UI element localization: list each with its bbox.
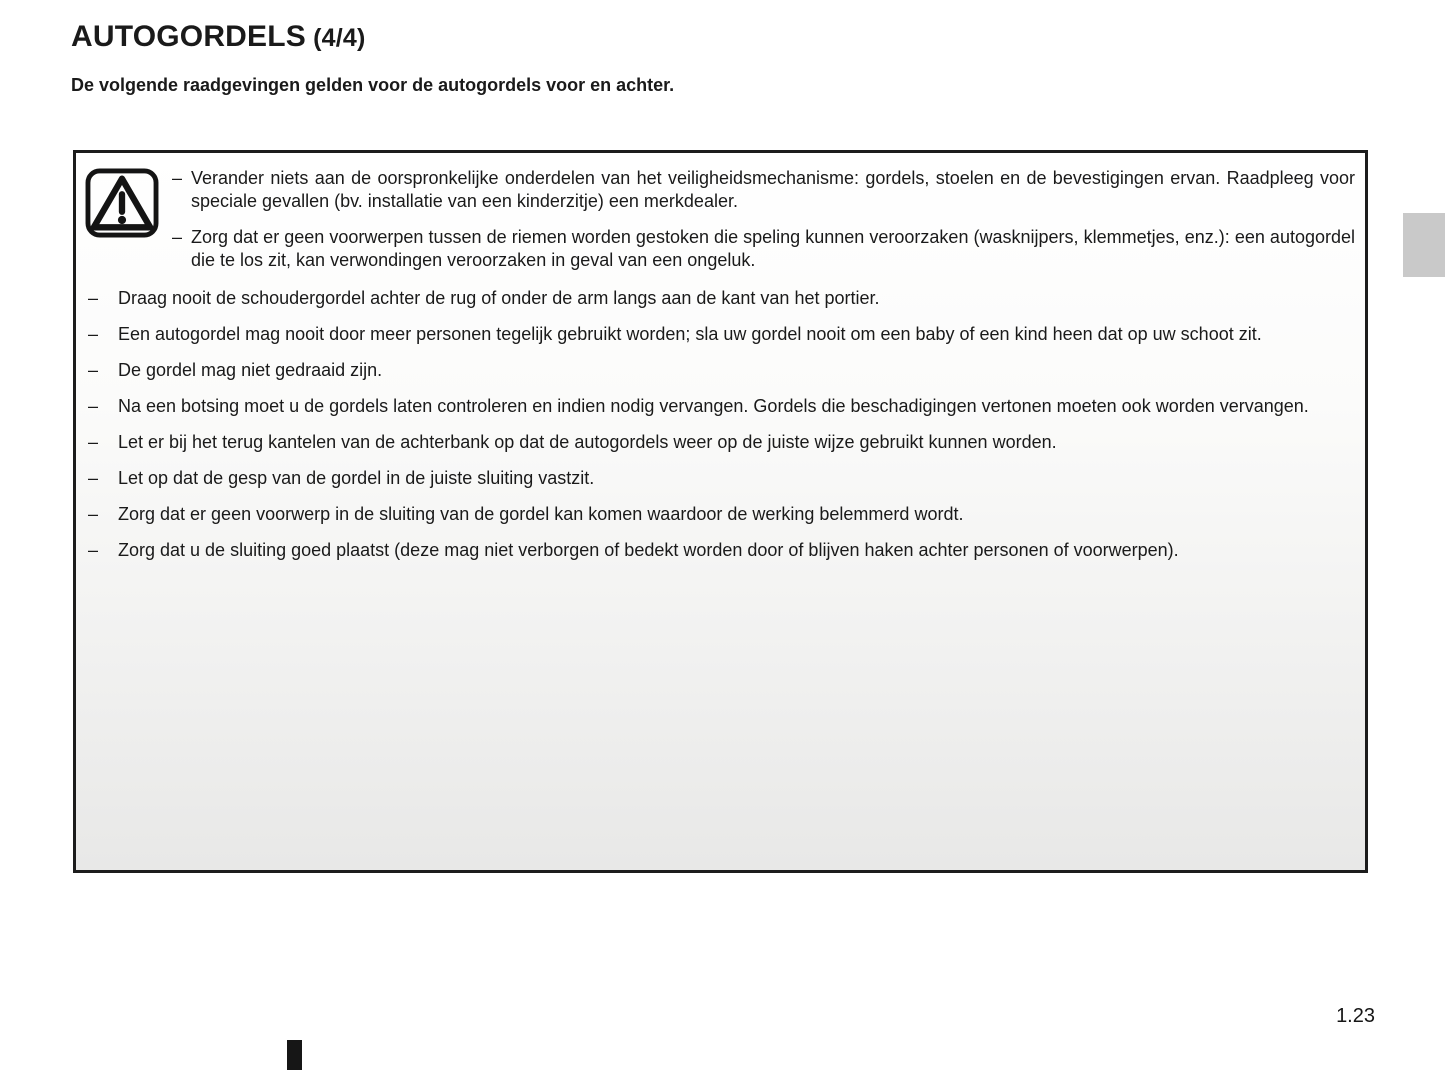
list-item [88, 359, 1355, 382]
page-number: 1.23 [1336, 1005, 1375, 1027]
bullet-dash: – [88, 432, 99, 452]
chapter-side-tab [1403, 213, 1445, 277]
warning-icon-advice-list [172, 167, 1355, 272]
list-item [88, 395, 1355, 418]
page-subtitle: De volgende raadgevingen gelden voor de autogordels voor en achter. [71, 75, 675, 95]
bullet-dash: – [88, 396, 99, 416]
list-item [88, 467, 1355, 490]
list-item [172, 167, 1355, 213]
advice-text: Zorg dat u de sluiting goed plaatst (deze mag niet verborgen of bedekt worden door of blijven haken achter personen of voorwerpen). [118, 540, 1179, 560]
bullet-dash: – [88, 288, 99, 308]
general-advice-list [88, 287, 1355, 562]
page-title [71, 20, 366, 54]
list-item [88, 503, 1355, 526]
warning-box [73, 150, 1368, 873]
advice-text: Na een botsing moet u de gordels laten controleren en indien nodig vervangen. Gordels die beschadigingen vertonen moeten ook worden vervangen. [118, 396, 1309, 416]
bullet-dash: – [172, 227, 183, 247]
advice-text: Verander niets aan de oorspronkelijke onderdelen van het veiligheidsmechanisme: gordels, stoelen en de bevestigingen ervan. Raadpleeg voor speciale gevallen (bv. installatie van een kinderzitje) een merkdealer. [191, 168, 1355, 211]
bullet-dash: – [88, 504, 99, 524]
page-title-suffix: (4/4) [306, 24, 366, 52]
bullet-dash: – [88, 360, 99, 380]
advice-text: Let er bij het terug kantelen van de achterbank op dat de autogordels weer op de juiste wijze gebruikt kunnen worden. [118, 432, 1057, 452]
list-item [88, 539, 1355, 562]
list-item [172, 226, 1355, 272]
advice-text: Let op dat de gesp van de gordel in de juiste sluiting vastzit. [118, 468, 595, 488]
advice-text: Draag nooit de schoudergordel achter de rug of onder de arm langs aan de kant van het portier. [118, 288, 880, 308]
print-registration-mark [287, 1040, 302, 1070]
list-item [88, 323, 1355, 346]
page-title-main: AUTOGORDELS [71, 20, 306, 53]
bullet-dash: – [172, 168, 183, 188]
bullet-dash: – [88, 468, 99, 488]
advice-text: Zorg dat er geen voorwerp in de sluiting van de gordel kan komen waardoor de werking belemmerd wordt. [118, 504, 964, 524]
list-item [88, 431, 1355, 454]
list-item [88, 287, 1355, 310]
bullet-dash: – [88, 540, 99, 560]
warning-triangle-icon [85, 168, 159, 238]
advice-text: Een autogordel mag nooit door meer personen tegelijk gebruikt worden; sla uw gordel nooit om een baby of een kind heen dat op uw schoot zit. [118, 324, 1262, 344]
bullet-dash: – [88, 324, 99, 344]
advice-text: Zorg dat er geen voorwerpen tussen de riemen worden gestoken die speling kunnen veroorzaken (wasknijpers, klemmetjes, enz.): een autogordel die te los zit, kan verwondingen veroorzaken in geval van een ongeluk. [191, 227, 1355, 270]
advice-text: De gordel mag niet gedraaid zijn. [118, 360, 383, 380]
